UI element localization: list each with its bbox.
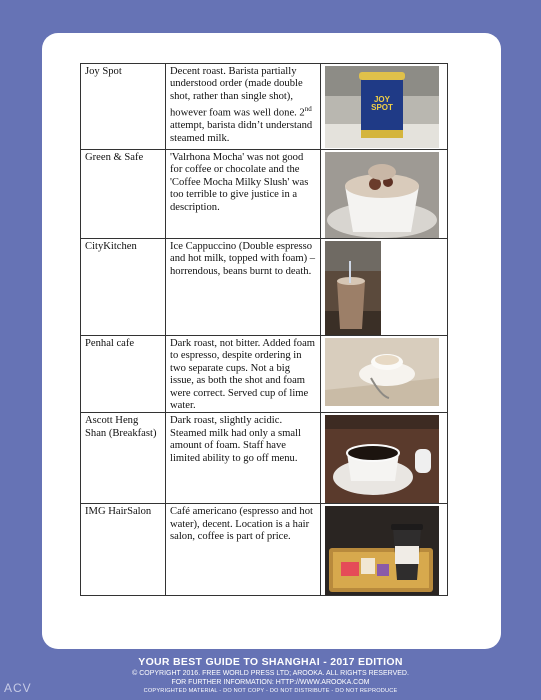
table-row bbox=[81, 150, 448, 239]
publisher-logo: ACV bbox=[4, 681, 32, 695]
cafe-name: Joy Spot bbox=[81, 64, 166, 150]
cafe-name: Green & Safe bbox=[81, 150, 166, 239]
photo-cell bbox=[321, 413, 448, 504]
americano-tray-photo bbox=[325, 506, 439, 595]
photo-cell bbox=[321, 150, 448, 239]
foam-espresso-photo bbox=[325, 338, 439, 406]
mocha-cup-photo bbox=[325, 152, 439, 238]
cafe-name: Penhal cafe bbox=[81, 336, 166, 413]
table-row bbox=[81, 64, 448, 150]
footer-notice: COPYRIGHTED MATERIAL - DO NOT COPY - DO NOT DISTRIBUTE - DO NOT REPRODUCE bbox=[143, 688, 398, 694]
coffee-cup-photo bbox=[325, 66, 439, 148]
photo-cell bbox=[321, 64, 448, 150]
cafe-name: IMG HairSalon bbox=[81, 504, 166, 596]
document-page bbox=[42, 33, 501, 649]
footer-copyright: © COPYRIGHT 2016. FREE WORLD PRESS LTD; AROOKA. ALL RIGHTS RESERVED. bbox=[132, 670, 409, 677]
joy-spot-cup-logo: JOY SPOT bbox=[371, 95, 393, 112]
coffee-review-table bbox=[80, 63, 448, 596]
table-row bbox=[81, 239, 448, 336]
review-text: Dark roast, slightly acidic. Steamed milk had only a small amount of foam. Staff have limited ability to go off menu. bbox=[166, 413, 321, 504]
table-row bbox=[81, 504, 448, 596]
photo-cell bbox=[321, 336, 448, 413]
photo-cell bbox=[321, 239, 448, 336]
photo-cell bbox=[321, 504, 448, 596]
iced-cappuccino-photo bbox=[325, 241, 381, 335]
footer-info-link: FOR FURTHER INFORMATION: HTTP://WWW.AROOKA.COM bbox=[171, 679, 370, 686]
black-coffee-photo bbox=[325, 415, 439, 503]
cafe-name: Ascott Heng Shan (Breakfast) bbox=[81, 413, 166, 504]
review-text: Café americano (espresso and hot water), decent. Location is a hair salon, coffee is part of price. bbox=[166, 504, 321, 596]
review-text: Dark roast, not bitter. Added foam to espresso, despite ordering in two separate cups. Not a big issue, as both the shot and foam were correct. Served cup of lime water. bbox=[166, 336, 321, 413]
review-text: Decent roast. Barista partially understood order (made double shot, rather than single shot), however foam was well done. 2nd attempt, barista didn’t understand steamed milk. bbox=[166, 64, 321, 150]
footer-title: YOUR BEST GUIDE TO SHANGHAI - 2017 EDITION bbox=[138, 656, 403, 668]
review-text: 'Valrhona Mocha' was not good for coffee or chocolate and the 'Coffee Mocha Milky Slush' was too terrible to give justice in a description. bbox=[166, 150, 321, 239]
table-row bbox=[81, 336, 448, 413]
table-row bbox=[81, 413, 448, 504]
cafe-name: CityKitchen bbox=[81, 239, 166, 336]
review-text: Ice Cappuccino (Double espresso and hot milk, topped with foam) – horrendous, beans burnt to death. bbox=[166, 239, 321, 336]
